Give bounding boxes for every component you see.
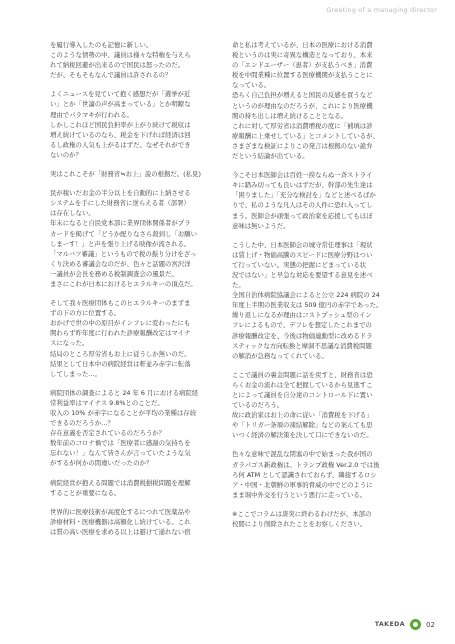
left-text-column [50,40,230,546]
text-line: 増え続けているのなら、税金を下げれば経済は回 [50,130,191,139]
text-line: らくお金の流れは全て把握しているから見逃すこ [232,380,373,389]
paragraph [232,449,412,499]
text-line: しまーす！」と声を張り上げる映像が流される。 [50,239,191,248]
text-line: だが、そもそもなんで議員は許されるの？ [50,71,172,80]
text-line: 故に政治家はお上の命に従い「消費税を下げる」 [232,411,373,420]
paragraph [50,298,230,379]
text-line: そして我々医療団体もこのヒエラルキーのまずま [50,299,191,308]
text-line: システムを手にした財務省に逆らえる者（部署） [50,199,190,208]
text-line: 命と私は考えているが、日本の医療における消費 [232,41,373,49]
text-line: これに対して厚労省は消費増税の度に「補填は診 [232,121,373,130]
page-footer [375,619,435,630]
text-line: してしまった…。 [50,369,102,378]
paragraph [50,40,230,80]
text-line: カードを掲げて「どうか配りなさら殺到し「お願い [50,229,197,238]
text-line: 色々な意味で混乱な閉塞の中で始まった我が国の [232,450,373,459]
right-text-column [232,40,412,538]
text-line: 「マルバツ審議」というもので税の振り分けをざっ [50,249,197,258]
text-line: 常利益率はマイナス 9.8%とのことだ。 [50,398,164,407]
text-line: なっている。 [232,81,271,90]
text-line: がするが何かの間違いだったのか？ [50,459,153,468]
paragraph [50,89,230,160]
text-line: いつく経済の解決策を決して口にできないのだ。 [232,431,373,440]
text-line: て行っていない。実態の把握にどまっている状 [232,260,367,269]
text-line: 診療材料・医療機器は高額化し続けている。これ [50,517,191,526]
text-line: の解消が急務なってくれている。 [232,351,328,360]
text-line: 繰り返しになるが理由はコストプッシュ型のイン [232,311,372,320]
text-line: りで、私のような凡人はその人件に恐れ入ってし [232,201,373,210]
paragraph [50,169,230,179]
text-line: 年末になると自民党本部に業界団体関係者がプラ [50,219,191,228]
paragraph [232,240,412,361]
text-line: ガラパゴス新政権は、トランプ政権 Ver.2.0 では後 [232,460,380,469]
text-line: おかげで世の中の原目がインフレに変わったにも [50,319,191,328]
text-line: くり決める審議会なのだが、色々と話題の宮沢洋 [50,259,191,268]
paragraph [232,170,412,231]
text-line: 況ではない」と早急な対応を要望する意見を述べ [232,270,373,279]
text-line: 数年前のコロナ禍では「医療者に感謝の気持ちを [50,439,191,448]
paragraph [232,40,412,161]
paragraph [232,370,412,441]
text-line: こうした中、日本医師会の城守常任理事は「現状 [232,240,373,249]
text-line: 一議員が会長を務める税制調査会の風景だ。 [50,269,178,278]
text-line: 関わらず昨年度に行われた診療報酬改定はマイナ [50,329,191,338]
paragraph [232,509,412,529]
text-line: 存在意義を否定されているのだろうか？ [50,429,166,438]
text-line: 税を中間業種に位置する医療機関が支払うことに [232,71,373,80]
text-line: だという結論が出ている。 [232,152,309,161]
text-line: スになった。 [50,339,89,348]
text-line: というのが理由なのだろうが、これにより医療機 [232,101,373,110]
text-line: は賃上げ・物価高騰のスピードに医療分野はつい [232,250,373,259]
text-line: さまざまな検証によりこの発言は根拠のない詭弁 [232,141,373,150]
text-line: ないのか？ [50,150,82,159]
text-line: 病院経営が抱える問題では消費税損税問題を理解 [50,478,191,487]
text-line: ろ何 ATM として認識されておらず、隣接するロシ [232,470,377,479]
text-line: 今こそ日本医師会は百姓一揆ならぬ一斉ストライ [232,171,373,180]
paragraph [50,507,230,537]
text-line: 結局のところ厚労省もお上に従うしか無いのだ。 [50,349,191,358]
text-line: 校閲により削除されたことをお察しください。 [232,520,367,529]
text-line: い」とか「世論の声が高まっている」とか明瞭な [50,100,191,109]
text-line: 関の持ち出しは増え続けることとなる。 [232,111,348,120]
text-line: このような情勢の中、議員は様々な特権を与えら [50,51,191,60]
text-line: ずの下の方に位置する。 [50,309,121,318]
paragraph [50,188,230,289]
text-line: 理由でパラマキが行われる。 [50,110,134,119]
text-line: や「トリガー条項の凍結解除」などの案んても思 [232,421,373,430]
text-line: 全国自治体病院協議会によると公立 224 病院の 24 [232,291,380,300]
text-line: 診療報酬改定を、今後は物価連動型に改めるドラ [232,331,373,340]
text-line: ア・中国・北朝鮮の軍事的脅威の中でどのように [232,480,373,489]
page-header: Greeting of a managing director [326,6,437,14]
text-line: 忘れない！」なんて皆さんが言っていたような気 [50,449,191,458]
text-line: フレによるもので、デフレを想定したこれまでの [232,321,372,330]
text-line: た。 [232,281,245,290]
text-line: 年度上半期の医業収支は 509 億円の赤字であった。 [232,301,383,310]
page-number: 02 [426,620,435,629]
text-line: は存在しない。 [50,209,95,218]
text-line: まさにこれが日本におけるヒエラルキーの頂点だ。 [50,279,197,288]
text-line: することが重要になる。 [50,488,121,497]
text-line: 病院団体の調査によると 24 年 6 月における病院経 [50,388,199,397]
text-line: 療報酬に上乗せしている」とコメントしているが、 [232,131,379,140]
text-line: 収入の 10% が赤字になることが平均の業種は存続 [50,409,197,417]
text-line: 結果として日本中の病院経営は軒並み赤字に転落 [50,359,191,368]
text-line: ここで議員の裏金問題に話を戻すと、財務省は恐 [232,370,373,379]
text-line: できるのだろうか…？ [50,419,114,428]
text-line: しかしこれほど国民負担率が上がり続けて税収は [50,120,191,129]
text-line: を履行導入したのも記憶に新しい。 [50,41,153,49]
text-line: るし政権の人気も上がるはずだ。なぜそれができ [50,140,191,149]
text-line: 世界的に医療技術が高度化するにつれて医薬品や [50,507,191,516]
text-line: 民が稼いだお金の半分以上を自動的に上納させる [50,189,191,198]
text-line: 恐らく自己負担が増えると国民の反感を買うなど [232,91,373,100]
text-line: スティックな方向転換と摩洞不思議な消費税問題 [232,341,372,350]
text-line: とによって議員を自分達のコントロール下に置い [232,391,373,399]
takeda-logo-icon [410,619,421,630]
text-line: 「困りました」「充分な検討を」などと述べるばか [232,191,376,200]
text-line: は質の高い医療を求める以上は避けて通れない宿 [50,527,191,536]
text-line: 意味は無いようだ。 [232,221,290,230]
text-line: よくニュースを見ていて抱く感想だが「選挙が近 [50,90,191,99]
text-line: の「エンドユーザー（患者）が支払うべき」消費 [232,61,373,70]
text-line: ※ここでコラムは唐突に終わるわけだが、本部の [232,509,372,518]
text-line: 税というのは実に奇異な構造となっており、本来 [232,51,373,60]
text-line: キに踏み切っても良いはずだが、幹部の先生達は [232,181,373,190]
text-line: まう。医師会が頑張って政治家を応援してもほぼ [232,211,373,220]
text-line: 実はこれこそが「財務省≒お上」説の根拠だ。(私見) [50,170,201,179]
text-line: れて納税回避が出来るので国民は怒ったのだ。 [50,61,185,70]
text-line: ているのだろう。 [232,401,284,410]
paragraph [50,478,230,498]
brand-name: TAKEDA [374,621,406,628]
paragraph [50,388,230,469]
text-line: まま堀中外交を行うという悪行に走っている。 [232,490,367,499]
